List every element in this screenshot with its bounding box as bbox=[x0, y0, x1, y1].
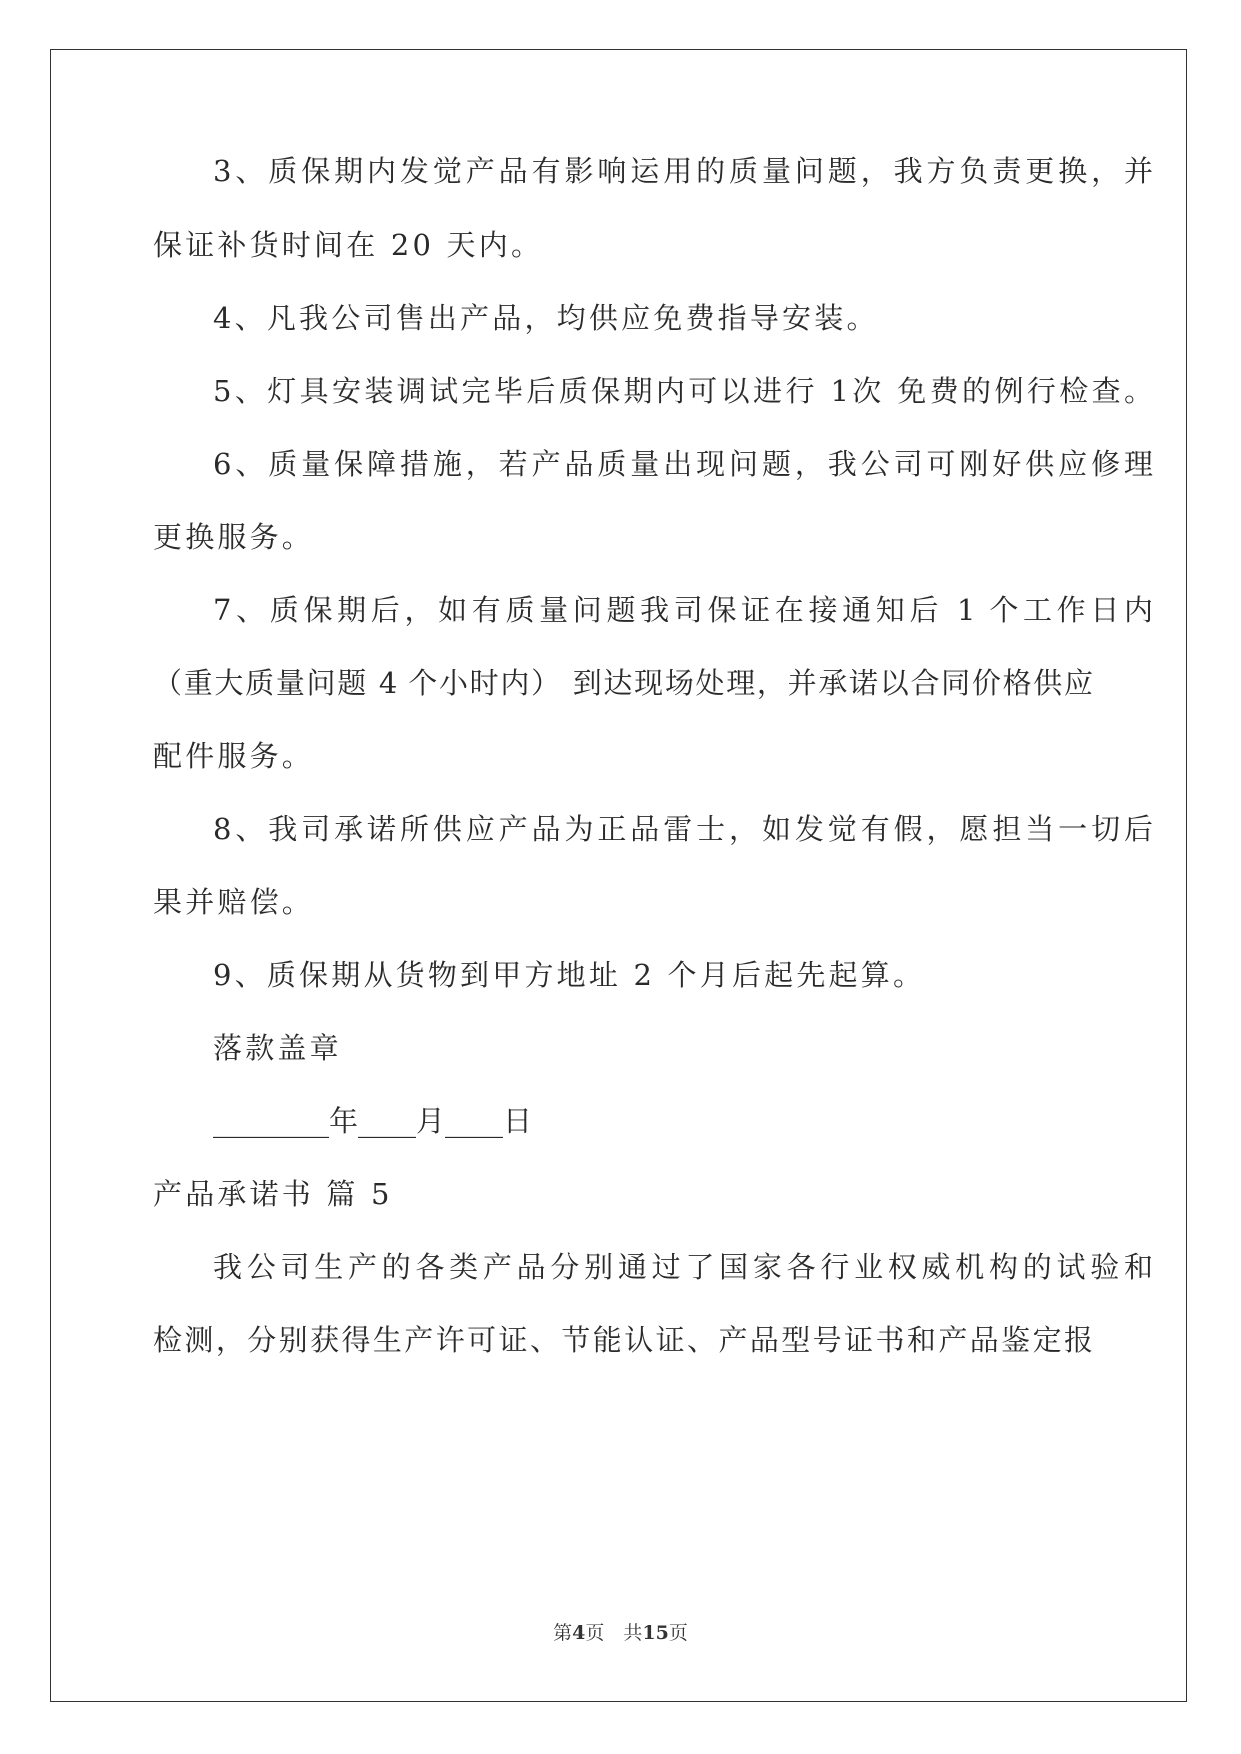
footer-suffix: 页 bbox=[668, 1622, 688, 1644]
clause-8-line-1: 8、我司承诺所供应产品为正品雷士，如发觉有假，愿担当一切后 bbox=[213, 812, 1153, 846]
clause-5: 5、灯具安装调试完毕后质保期内可以进行 1次 免费的例行检查。 bbox=[213, 374, 1153, 408]
clause-3-line-2: 保证补货时间在 20 天内。 bbox=[153, 228, 544, 262]
page-border bbox=[50, 49, 1187, 1702]
total-page-number: 15 bbox=[642, 1622, 669, 1644]
signature-label: 落款盖章 bbox=[213, 1031, 342, 1065]
intro-line-2: 检测，分别获得生产许可证、节能认证、产品型号证书和产品鉴定报 bbox=[153, 1323, 1093, 1357]
clause-9: 9、质保期从货物到甲方地址 2 个月后起先起算。 bbox=[213, 958, 926, 992]
current-page-number: 4 bbox=[572, 1622, 586, 1644]
clause-8-line-2: 果并赔偿。 bbox=[153, 885, 315, 919]
footer-mid: 页 共 bbox=[585, 1622, 643, 1644]
clause-7-line-1: 7、质保期后，如有质量问题我司保证在接通知后 1 个工作日内 bbox=[213, 593, 1153, 627]
clause-7-line-3: 配件服务。 bbox=[153, 739, 315, 773]
clause-7-line-2: （重大质量问题 4 个小时内） 到达现场处理，并承诺以合同价格供应 bbox=[153, 666, 1093, 700]
clause-6-line-2: 更换服务。 bbox=[153, 520, 315, 554]
date-line: ________年____月____日 bbox=[213, 1104, 533, 1138]
section-title: 产品承诺书 篇 5 bbox=[153, 1177, 393, 1211]
clause-4: 4、凡我公司售出产品，均供应免费指导安装。 bbox=[213, 301, 879, 335]
intro-line-1: 我公司生产的各类产品分别通过了国家各行业权威机构的试验和 bbox=[213, 1250, 1153, 1284]
clause-3-line-1: 3、质保期内发觉产品有影响运用的质量问题，我方负责更换，并 bbox=[213, 154, 1153, 188]
page-number-footer bbox=[0, 1621, 1241, 1645]
clause-6-line-1: 6、质量保障措施，若产品质量出现问题，我公司可刚好供应修理 bbox=[213, 447, 1153, 481]
footer-prefix: 第 bbox=[553, 1622, 573, 1644]
